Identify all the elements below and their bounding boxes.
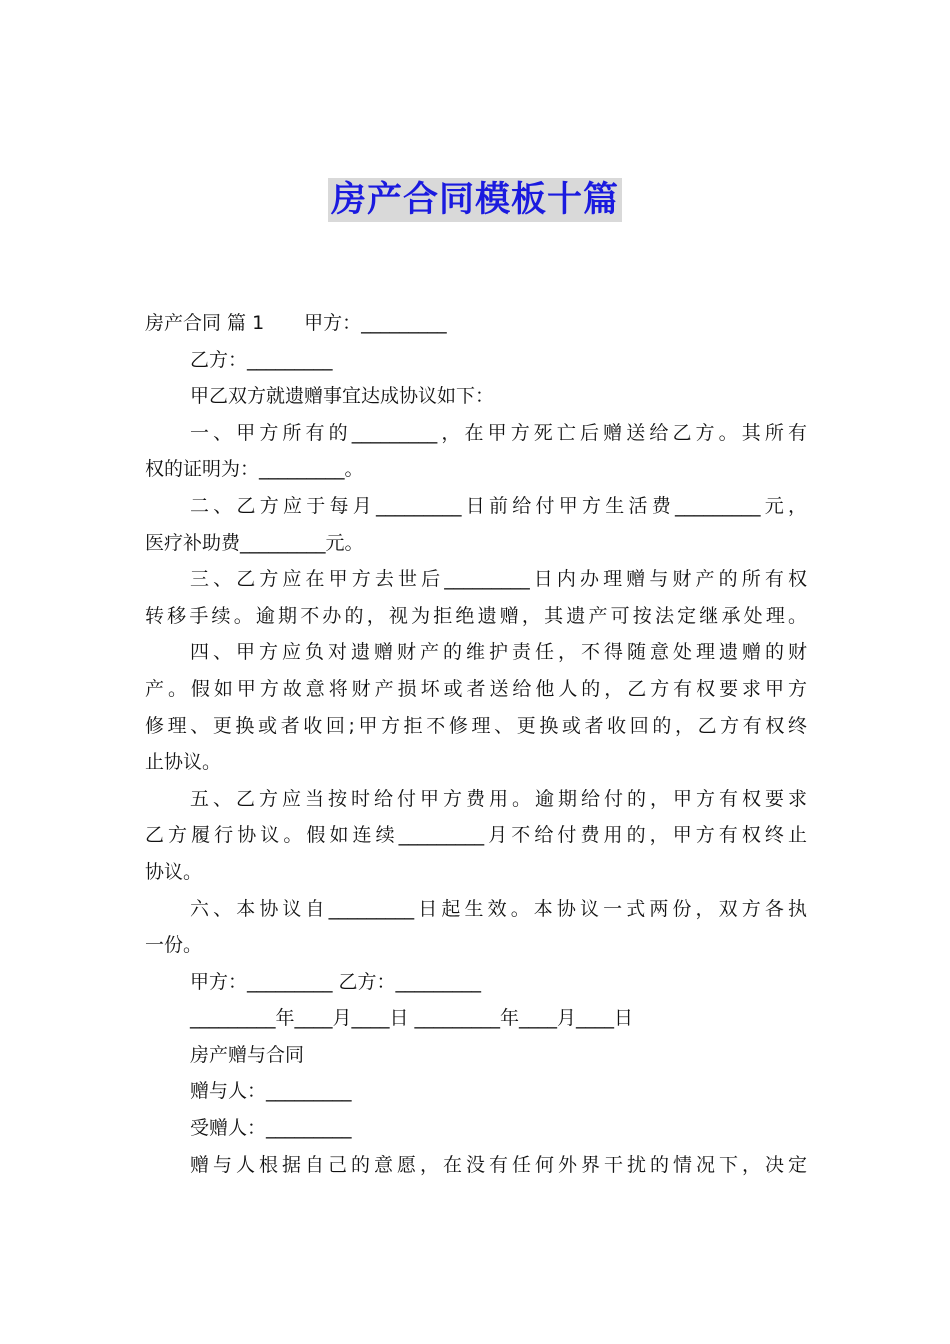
donee-field: 受赠人：_________ xyxy=(190,1117,352,1140)
clause-2-line-2: 医疗补助费_________元。 xyxy=(145,531,364,554)
clause-4-line-1: 四、甲方应负对遗赠财产的维护责任，不得随意处理遗赠的财 xyxy=(190,641,807,664)
clause-4-line-2: 产。假如甲方故意将财产损坏或者送给他人的，乙方有权要求甲方 xyxy=(145,677,807,700)
clause-6-line-2: 一份。 xyxy=(145,934,203,957)
clause-5-line-2: 乙方履行协议。假如连续_________月不给付费用的，甲方有权终止 xyxy=(145,824,807,847)
donor-field: 赠与人：_________ xyxy=(190,1080,352,1103)
agreement-intro: 甲乙双方就遗赠事宜达成协议如下： xyxy=(190,385,495,408)
clause-4-line-3: 修理、更换或者收回;甲方拒不修理、更换或者收回的，乙方有权终 xyxy=(145,714,807,737)
gift-intro-line: 赠与人根据自己的意愿，在没有任何外界干扰的情况下，决定 xyxy=(190,1153,807,1176)
title-container xyxy=(0,178,950,222)
heading-line xyxy=(145,305,807,342)
party-a-field: 甲方：_________ xyxy=(304,312,447,334)
signature-line: 甲方：_________ 乙方：_________ xyxy=(190,970,482,993)
party-b-line: 乙方：_________ xyxy=(190,348,333,371)
date-line: _________年____月____日 _________年____月____日 xyxy=(190,1007,634,1030)
clause-6-line-1: 六、本协议自_________日起生效。本协议一式两份，双方各执 xyxy=(190,897,807,920)
clause-4-line-4: 止协议。 xyxy=(145,751,222,774)
clause-1-line-2: 权的证明为：_________。 xyxy=(145,458,364,481)
clause-5-line-1: 五、乙方应当按时给付甲方费用。逾期给付的，甲方有权要求 xyxy=(190,787,807,810)
document-title: 房产合同模板十篇 xyxy=(328,178,622,222)
clause-3-line-2: 转移手续。逾期不办的，视为拒绝遗赠，其遗产可按法定继承处理。 xyxy=(145,604,807,627)
gift-contract-heading: 房产赠与合同 xyxy=(190,1043,305,1066)
clause-3-line-1: 三、乙方应在甲方去世后_________日内办理赠与财产的所有权 xyxy=(190,568,807,591)
contract-heading: 房产合同 篇 1 xyxy=(145,312,265,334)
document-body xyxy=(145,305,807,1183)
clause-1-line-1: 一、甲方所有的_________，在甲方死亡后赠送给乙方。其所有 xyxy=(190,421,807,444)
clause-5-line-3: 协议。 xyxy=(145,860,203,883)
clause-2-line-1: 二、乙方应于每月_________日前给付甲方生活费_________元， xyxy=(190,494,807,517)
